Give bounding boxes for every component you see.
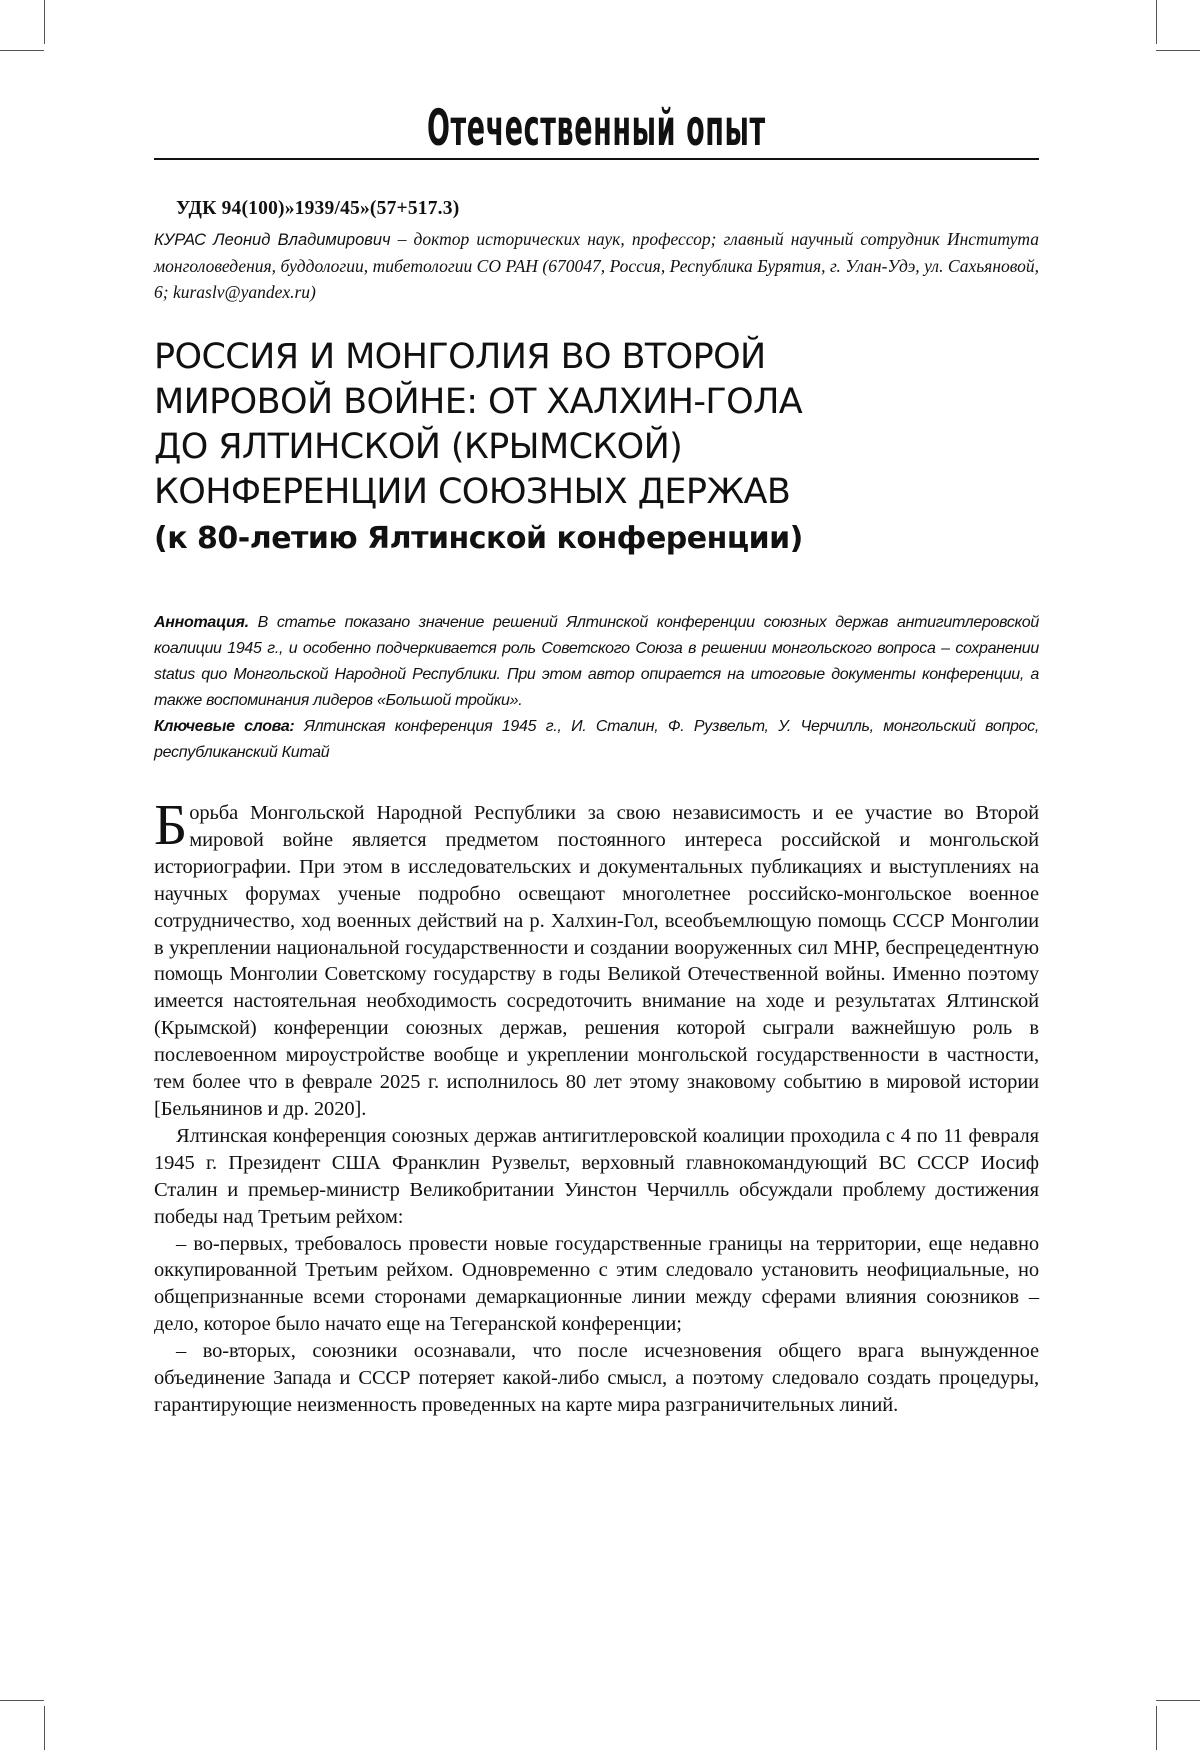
paragraph-text: орьба Монгольской Народной Республики за свою независимость и ее участие во Второй мировой войне является предметом постоянного интереса российской и монгольской историографии. При этом в исследовательских и документальных публикациях и выступлениях на научных форумах ученые подробно освещают многолетнее российско-монгольское военное сотрудничество, ход военных действий на р. Халхин-Гол, всеобъемлющую помощь СССР Монголии в укреплении национальной государственности и создании вооруженных сил МНР, беспрецедентную помощь Монголии Советскому государству в годы Великой Отечественной войны. Именно поэтому имеется настоятельная необходимость сосредоточить внимание на ходе и результатах Ялтинской (Крымской) конференции союзных держав, решения которой сыграли важнейшую роль в послевоенном мироустройстве вообще и укреплении монгольской государственности в частности, тем более что в феврале 2025 г. исполнилось 80 лет этому знаковому событию в мировой истории [Бельянинов и др. 2020]. (154, 802, 1039, 1120)
keywords (154, 714, 1039, 766)
keywords-text: Ялтинская конференция 1945 г., И. Сталин, Ф. Рузвельт, У. Черчилль, монгольский вопрос, республиканский Китай (154, 718, 1039, 761)
body-paragraph: Ялтинская конференция союзных держав антигитлеровской коалиции проходила с 4 по 11 февраля 1945 г. Президент США Франклин Рузвельт, верховный главнокомандующий ВС СССР Иосиф Сталин и премьер-министр Великобритании Уинстон Черчилль обсуждали проблему достижения победы над Третьим рейхом: (154, 1123, 1039, 1231)
abstract-label: Аннотация. (154, 614, 249, 631)
title-line: КОНФЕРЕНЦИИ СОЮЗНЫХ ДЕРЖАВ (154, 470, 1039, 515)
section-header (154, 100, 1039, 160)
crop-mark-top-left (44, 0, 45, 44)
title-line: РОССИЯ И МОНГОЛИЯ ВО ВТОРОЙ (154, 335, 1039, 380)
article-title (154, 335, 1039, 561)
article-body (154, 800, 1039, 1419)
crop-mark-top-right-h (1156, 50, 1200, 51)
drop-cap: Б (154, 802, 187, 848)
crop-mark-top-left-h (0, 50, 44, 51)
crop-mark-bottom-right-h (1156, 1700, 1200, 1701)
abstract (154, 610, 1039, 714)
crop-mark-top-right (1156, 0, 1157, 44)
title-line: ДО ЯЛТИНСКОЙ (КРЫМСКОЙ) (154, 425, 1039, 470)
body-paragraph: – во-первых, требовалось провести новые государственные границы на территории, еще недавно оккупированной Третьим рейхом. Одновременно с этим следовало установить неофициальные, но общепризнанные всеми сторонами демаркационные линии между сферами влияния союзников – дело, которое было начато еще на Тегеранской конференции; (154, 1231, 1039, 1339)
author-info (154, 226, 1039, 305)
abstract-text: В статье показано значение решений Ялтинской конференции союзных держав антигитлеровской коалиции 1945 г., и особенно подчеркивается роль Советского Союза в решении монгольского вопроса – сохранении status quo Монгольской Народной Республики. При этом автор опирается на итоговые документы конференции, а также воспоминания лидеров «Большой тройки». (154, 614, 1039, 709)
title-line: МИРОВОЙ ВОЙНЕ: ОТ ХАЛХИН-ГОЛА (154, 380, 1039, 425)
author-details: – доктор исторических наук, профессор; главный научный сотрудник Института монголоведения, буддологии, тибетологии СО РАН (670047, Россия, Республика Бурятия, г. Улан-Удэ, ул. Сахьяновой, 6; kuraslv@yandex.ru) (154, 229, 1039, 302)
section-header-text: Отечественный опыт (427, 100, 766, 156)
keywords-label: Ключевые слова: (154, 718, 294, 735)
article-subtitle: (к 80-летию Ялтинской конференции) (154, 516, 1039, 561)
crop-mark-bottom-right (1156, 1706, 1157, 1750)
body-paragraph: – во-вторых, союзники осознавали, что после исчезновения общего врага вынужденное объединение Запада и СССР потеряет какой-либо смысл, а поэтому следовало создать процедуры, гарантирующие неизменность проведенных на карте мира разграничительных линий. (154, 1338, 1039, 1419)
body-paragraph (154, 800, 1039, 1123)
author-name: КУРАС Леонид Владимирович (154, 231, 391, 249)
crop-mark-bottom-left-h (0, 1700, 44, 1701)
udc-code: УДК 94(100)»1939/45»(57+517.3) (176, 198, 459, 220)
abstract-block (154, 610, 1039, 766)
crop-mark-bottom-left (44, 1706, 45, 1750)
